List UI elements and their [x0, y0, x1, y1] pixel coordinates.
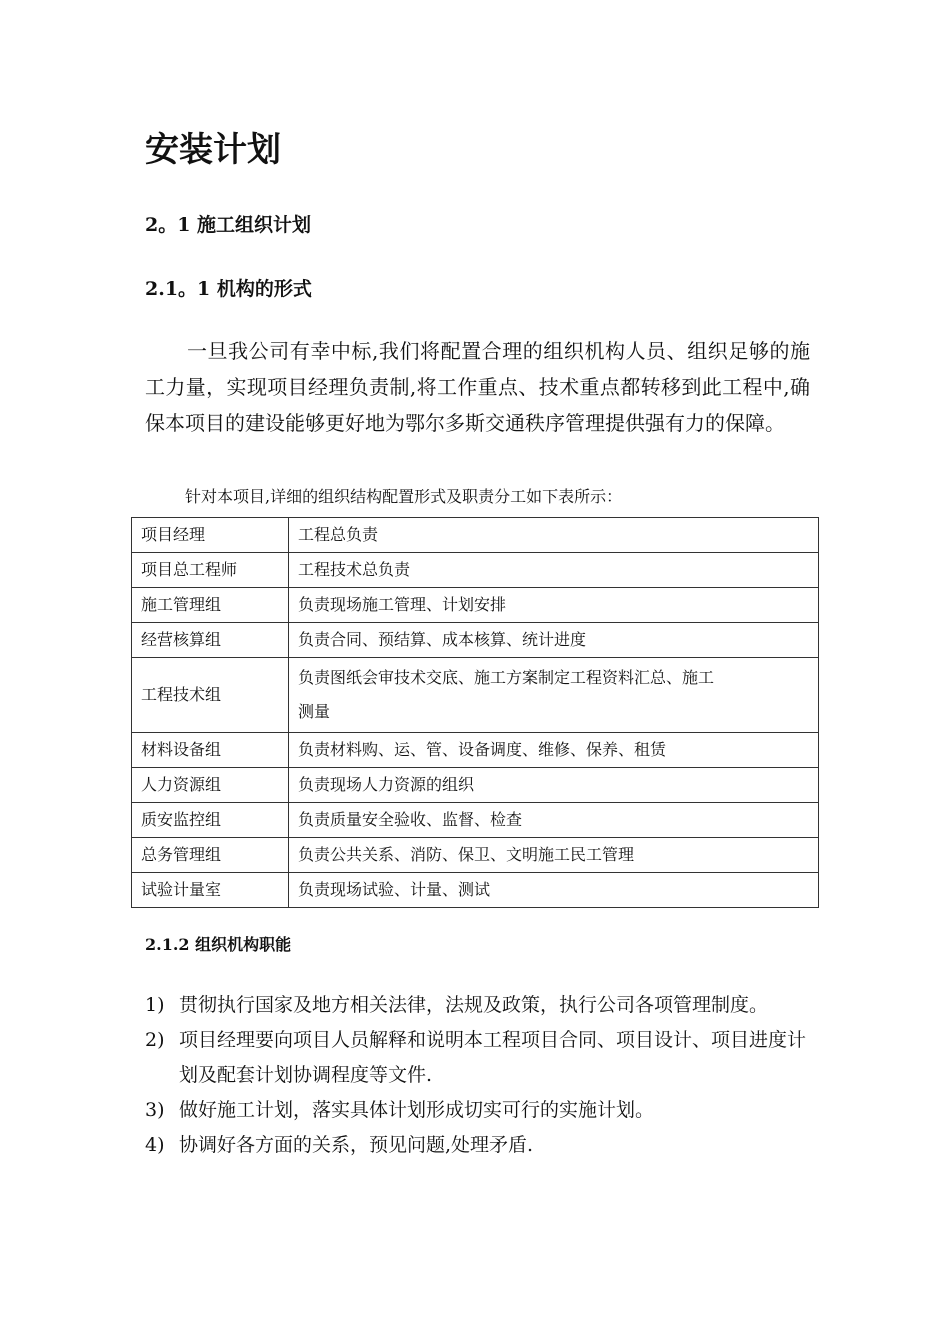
role-cell: 材料设备组 — [132, 733, 289, 768]
role-cell: 总务管理组 — [132, 838, 289, 873]
table-lead-text: 针对本项目,详细的组织结构配置形式及职责分工如下表所示： — [185, 487, 623, 506]
subsection-heading: 2.1。1 机构的形式 — [145, 278, 312, 300]
list-text: 协调好各方面的关系，预见问题,处理矛盾. — [179, 1134, 534, 1156]
role-cell: 工程技术组 — [132, 658, 289, 733]
list-item — [145, 988, 810, 1023]
table-row — [132, 873, 819, 908]
table-row — [132, 518, 819, 553]
table-row — [132, 553, 819, 588]
table-row — [132, 768, 819, 803]
organization-table — [131, 517, 819, 908]
table-row — [132, 803, 819, 838]
list-item — [145, 1093, 810, 1128]
list-text: 做好施工计划，落实具体计划形成切实可行的实施计划。 — [179, 1099, 655, 1121]
duties-list — [145, 988, 810, 1163]
duty-cell: 负责质量安全验收、监督、检查 — [289, 803, 819, 838]
role-cell: 施工管理组 — [132, 588, 289, 623]
role-cell: 试验计量室 — [132, 873, 289, 908]
duty-cell: 负责现场试验、计量、测试 — [289, 873, 819, 908]
duty-cell: 负责材料购、运、管、设备调度、维修、保养、租赁 — [289, 733, 819, 768]
table-row — [132, 838, 819, 873]
role-cell: 项目总工程师 — [132, 553, 289, 588]
duty-cell: 负责现场人力资源的组织 — [289, 768, 819, 803]
list-text: 贯彻执行国家及地方相关法律，法规及政策，执行公司各项管理制度。 — [179, 994, 769, 1016]
table-row — [132, 658, 819, 733]
subsection2-heading: 2.1.2 组织机构职能 — [145, 935, 292, 954]
list-number: 4) — [145, 1134, 165, 1156]
list-number: 2) — [145, 1029, 165, 1051]
section-heading: 2。1 施工组织计划 — [145, 214, 312, 236]
list-item — [145, 1128, 810, 1163]
list-number: 1) — [145, 994, 165, 1016]
duty-line: 测量 — [298, 702, 331, 721]
duty-cell: 负责公共关系、消防、保卫、文明施工民工管理 — [289, 838, 819, 873]
table-row — [132, 623, 819, 658]
list-item — [145, 1023, 810, 1093]
duty-cell: 工程技术总负责 — [289, 553, 819, 588]
duty-cell: 工程总负责 — [289, 518, 819, 553]
list-number: 3) — [145, 1099, 165, 1121]
duty-line: 负责图纸会审技术交底、施工方案制定工程资料汇总、施工 — [298, 668, 715, 687]
duty-cell: 负责现场施工管理、计划安排 — [289, 588, 819, 623]
list-text: 项目经理要向项目人员解释和说明本工程项目合同、项目设计、项目进度计划及配套计划协调程度等文件. — [179, 1029, 807, 1086]
role-cell: 质安监控组 — [132, 803, 289, 838]
role-cell: 人力资源组 — [132, 768, 289, 803]
table-row — [132, 588, 819, 623]
intro-paragraph: 一旦我公司有幸中标,我们将配置合理的组织机构人员、组织足够的施工力量，实现项目经理负责制,将工作重点、技术重点都转移到此工程中,确保本项目的建设能够更好地为鄂尔多斯交通秩序管理提供强有力的保障。 — [145, 339, 810, 435]
duty-cell: 负责合同、预结算、成本核算、统计进度 — [289, 623, 819, 658]
document-title: 安装计划 — [145, 130, 281, 170]
table-row — [132, 733, 819, 768]
role-cell: 经营核算组 — [132, 623, 289, 658]
role-cell: 项目经理 — [132, 518, 289, 553]
duty-cell — [289, 658, 819, 733]
